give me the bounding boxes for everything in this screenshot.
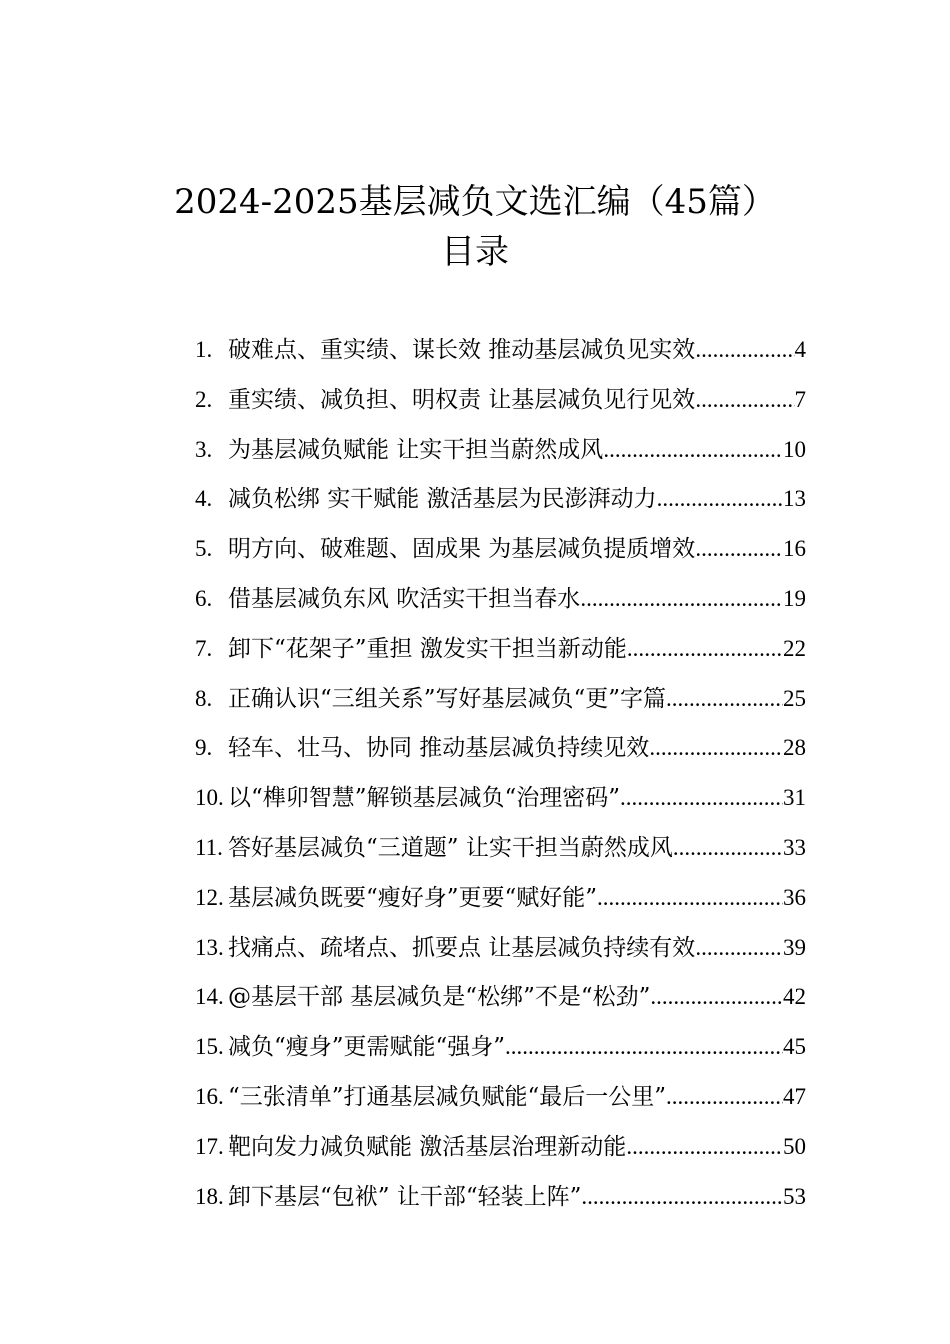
toc-entry-title: 减负“瘦身”更需赋能“强身” [228, 1034, 506, 1061]
toc-entry[interactable] [195, 823, 806, 873]
toc-entry-number: 15. [195, 1034, 224, 1060]
toc-entry-page: 47 [783, 1083, 806, 1109]
toc-entry-page: 50 [783, 1133, 806, 1159]
toc-dot-leader [626, 1122, 783, 1172]
toc-entry-page: 4 [794, 337, 806, 362]
toc-entry-page: 25 [783, 685, 806, 711]
toc-entry-title: 为基层减负赋能 让实干担当蔚然成风 [228, 436, 604, 463]
toc-entry-number: 7. [195, 635, 213, 661]
toc-dot-leader [650, 972, 783, 1022]
toc-entry-title: “三张清单”打通基层减负赋能“最后一公里” [228, 1083, 667, 1110]
toc-entry-title: 卸下“花架子”重担 激发实干担当新动能 [228, 635, 627, 662]
toc-entry[interactable] [195, 624, 806, 674]
toc-entry-page: 10 [783, 436, 806, 462]
toc-entry-page: 31 [783, 785, 806, 811]
toc-entry[interactable] [195, 524, 806, 574]
toc-entry-title: 正确认识“三组关系”写好基层减负“更”字篇 [228, 685, 667, 712]
toc-entry[interactable] [195, 425, 806, 475]
toc-entry[interactable] [195, 773, 806, 823]
toc-entry-title: 找痛点、疏堵点、抓要点 让基层减负持续有效 [228, 934, 696, 961]
toc-entry[interactable] [195, 723, 806, 773]
toc-dot-leader [695, 923, 783, 973]
toc-entry-number: 2. [195, 386, 213, 412]
toc-entry-number: 13. [195, 934, 224, 960]
toc-entry-title: @基层干部 基层减负是“松绑”不是“松劲” [228, 984, 651, 1011]
toc-entry-title: 轻车、壮马、协同 推动基层减负持续见效 [228, 735, 650, 762]
toc-entry-title: 答好基层减负“三道题” 让实干担当蔚然成风 [228, 834, 673, 861]
toc-entry[interactable] [195, 1172, 806, 1222]
toc-entry[interactable] [195, 923, 806, 973]
toc-entry-page: 28 [783, 735, 806, 761]
toc-entry[interactable] [195, 873, 806, 923]
toc-entry-number: 11. [195, 834, 223, 860]
toc-entry-title: 减负松绑 实干赋能 激活基层为民澎湃动力 [228, 486, 657, 513]
toc-entry-title: 基层减负既要“瘦好身”更要“赋好能” [228, 884, 598, 911]
toc-entry-page: 39 [783, 934, 806, 960]
toc-dot-leader [695, 375, 794, 425]
toc-entry-number: 9. [195, 735, 213, 761]
toc-entry-page: 22 [783, 635, 806, 661]
toc-entry[interactable] [195, 1072, 806, 1122]
toc-entry-number: 5. [195, 536, 213, 562]
toc-entry-number: 14. [195, 984, 224, 1010]
toc-entry-number: 18. [195, 1183, 224, 1209]
toc-entry-page: 36 [783, 884, 806, 910]
toc-dot-leader [580, 574, 783, 624]
toc-dot-leader [627, 624, 783, 674]
toc-entry-page: 7 [794, 386, 806, 412]
toc-entry-number: 8. [195, 685, 213, 711]
toc-entry-title: 明方向、破难题、固成果 为基层减负提质增效 [228, 536, 696, 563]
toc-dot-leader [695, 325, 794, 375]
toc-entry-title: 破难点、重实绩、谋长效 推动基层减负见实效 [228, 337, 696, 363]
toc-entry-number: 6. [195, 585, 213, 611]
toc-dot-leader [657, 474, 783, 524]
toc-entry-title: 卸下基层“包袱” 让干部“轻装上阵” [228, 1183, 582, 1210]
toc-dot-leader [695, 524, 783, 574]
toc-entry[interactable] [195, 674, 806, 724]
toc-dot-leader [603, 425, 783, 475]
toc-entry-page: 33 [783, 834, 806, 860]
toc-entry-page: 13 [783, 486, 806, 512]
toc-dot-leader [666, 674, 783, 724]
toc-entry-title: 以“榫卯智慧”解锁基层减负“治理密码” [228, 785, 621, 812]
toc-entry[interactable] [195, 375, 806, 425]
toc-entry[interactable] [195, 972, 806, 1022]
toc-entry-number: 3. [195, 436, 213, 462]
toc-entry-page: 19 [783, 585, 806, 611]
toc-heading: 目录 [441, 232, 509, 272]
toc-entry[interactable] [195, 325, 806, 375]
toc-dot-leader [649, 723, 783, 773]
toc-dot-leader [620, 773, 783, 823]
toc-dot-leader [597, 873, 783, 923]
toc-dot-leader [673, 823, 783, 873]
toc-entry-title: 靶向发力减负赋能 激活基层治理新动能 [228, 1133, 627, 1160]
toc-dot-leader [666, 1072, 783, 1122]
toc-entry[interactable] [195, 1122, 806, 1172]
document-title: 2024-2025基层减负文选汇编（45篇） [174, 182, 776, 222]
toc-entry-number: 10. [195, 785, 224, 811]
toc-entry-number: 17. [195, 1133, 224, 1159]
toc-dot-leader [581, 1172, 783, 1222]
toc-entry-number: 16. [195, 1083, 224, 1109]
toc-dot-leader [505, 1022, 783, 1072]
toc-entry[interactable] [195, 574, 806, 624]
toc-entry-page: 16 [783, 536, 806, 562]
toc-entry-page: 45 [783, 1034, 806, 1060]
toc-entry-title: 借基层减负东风 吹活实干担当春水 [228, 585, 581, 612]
toc-entry[interactable] [195, 1022, 806, 1072]
toc-entry-number: 12. [195, 884, 224, 910]
toc-entry-number: 4. [195, 486, 213, 512]
toc-entry[interactable] [195, 474, 806, 524]
toc-entry-number: 1. [195, 337, 213, 362]
toc-entry-page: 42 [783, 984, 806, 1010]
table-of-contents [195, 325, 806, 1221]
toc-entry-page: 53 [783, 1183, 806, 1209]
toc-entry-title: 重实绩、减负担、明权责 让基层减负见行见效 [228, 386, 696, 413]
